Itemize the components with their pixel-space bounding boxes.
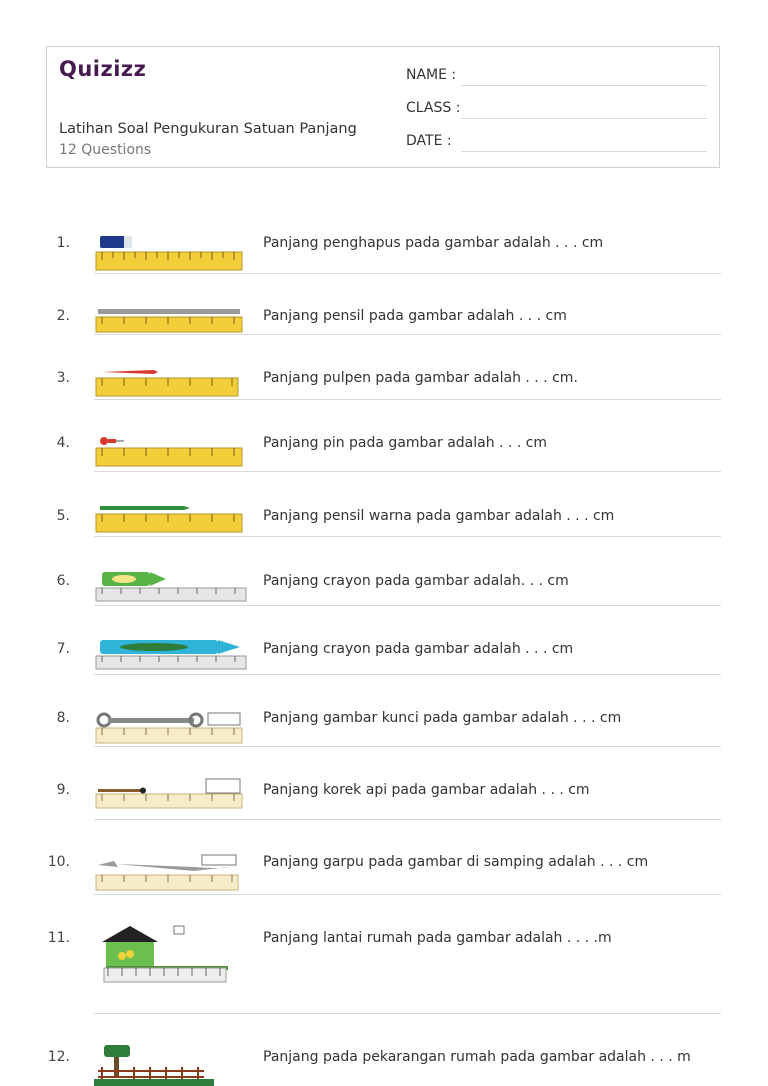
question-number: 5. xyxy=(56,508,70,524)
question-number: 10. xyxy=(47,854,70,870)
question-divider xyxy=(94,273,721,274)
pencil-ruler-image xyxy=(94,303,244,335)
pen-ruler-image xyxy=(94,362,244,400)
class-field[interactable] xyxy=(461,118,707,119)
question-number: 7. xyxy=(56,641,70,657)
class-label: CLASS : xyxy=(406,100,461,116)
question-number: 2. xyxy=(56,308,70,324)
date-field[interactable] xyxy=(461,151,707,152)
blue-crayon-ruler-image xyxy=(94,636,248,672)
question-number: 11. xyxy=(47,930,70,946)
question-text: Panjang gambar kunci pada gambar adalah . . . cm xyxy=(263,710,622,726)
question-text: Panjang crayon pada gambar adalah . . . cm xyxy=(263,641,574,657)
question-text: Panjang korek api pada gambar adalah . . . cm xyxy=(263,782,590,798)
question-text: Panjang penghapus pada gambar adalah . . . cm xyxy=(263,235,604,251)
fork-ruler-image xyxy=(94,849,244,893)
question-divider xyxy=(94,1013,721,1014)
worksheet-header xyxy=(46,46,720,168)
yard-fence-image xyxy=(94,1043,218,1086)
wrench-ruler-image xyxy=(94,704,244,746)
question-text: Panjang lantai rumah pada gambar adalah . . . .m xyxy=(263,930,612,946)
question-text: Panjang pin pada gambar adalah . . . cm xyxy=(263,435,548,451)
question-text: Panjang garpu pada gambar di samping adalah . . . cm xyxy=(263,854,649,870)
question-number: 3. xyxy=(56,370,70,386)
question-divider xyxy=(94,399,721,400)
worksheet-title: Latihan Soal Pengukuran Satuan Panjang xyxy=(59,121,357,137)
pin-ruler-image xyxy=(94,430,244,470)
date-label: DATE : xyxy=(406,133,452,149)
question-divider xyxy=(94,674,721,675)
question-text: Panjang crayon pada gambar adalah. . . cm xyxy=(263,573,569,589)
question-text: Panjang pada pekarangan rumah pada gambar adalah . . . m xyxy=(263,1049,691,1065)
matchstick-ruler-image xyxy=(94,776,244,816)
question-divider xyxy=(94,536,721,537)
house-ruler-image xyxy=(94,924,248,1010)
green-crayon-ruler-image xyxy=(94,568,248,604)
question-number: 8. xyxy=(56,710,70,726)
eraser-ruler-image xyxy=(94,230,244,274)
question-text: Panjang pensil warna pada gambar adalah . . . cm xyxy=(263,508,615,524)
quizizz-logo: Quizizz xyxy=(59,57,147,81)
name-label: NAME : xyxy=(406,67,457,83)
question-number: 12. xyxy=(47,1049,70,1065)
question-divider xyxy=(94,819,721,820)
question-number: 6. xyxy=(56,573,70,589)
question-number: 1. xyxy=(56,235,70,251)
question-divider xyxy=(94,605,721,606)
question-text: Panjang pulpen pada gambar adalah . . . cm. xyxy=(263,370,578,386)
question-divider xyxy=(94,471,721,472)
question-divider xyxy=(94,746,721,747)
name-field[interactable] xyxy=(461,85,707,86)
question-divider xyxy=(94,894,721,895)
question-number: 9. xyxy=(56,782,70,798)
question-number: 4. xyxy=(56,435,70,451)
question-text: Panjang pensil pada gambar adalah . . . cm xyxy=(263,308,567,324)
question-count: 12 Questions xyxy=(59,142,152,158)
question-divider xyxy=(94,334,721,335)
colored-pencil-ruler-image xyxy=(94,502,244,536)
